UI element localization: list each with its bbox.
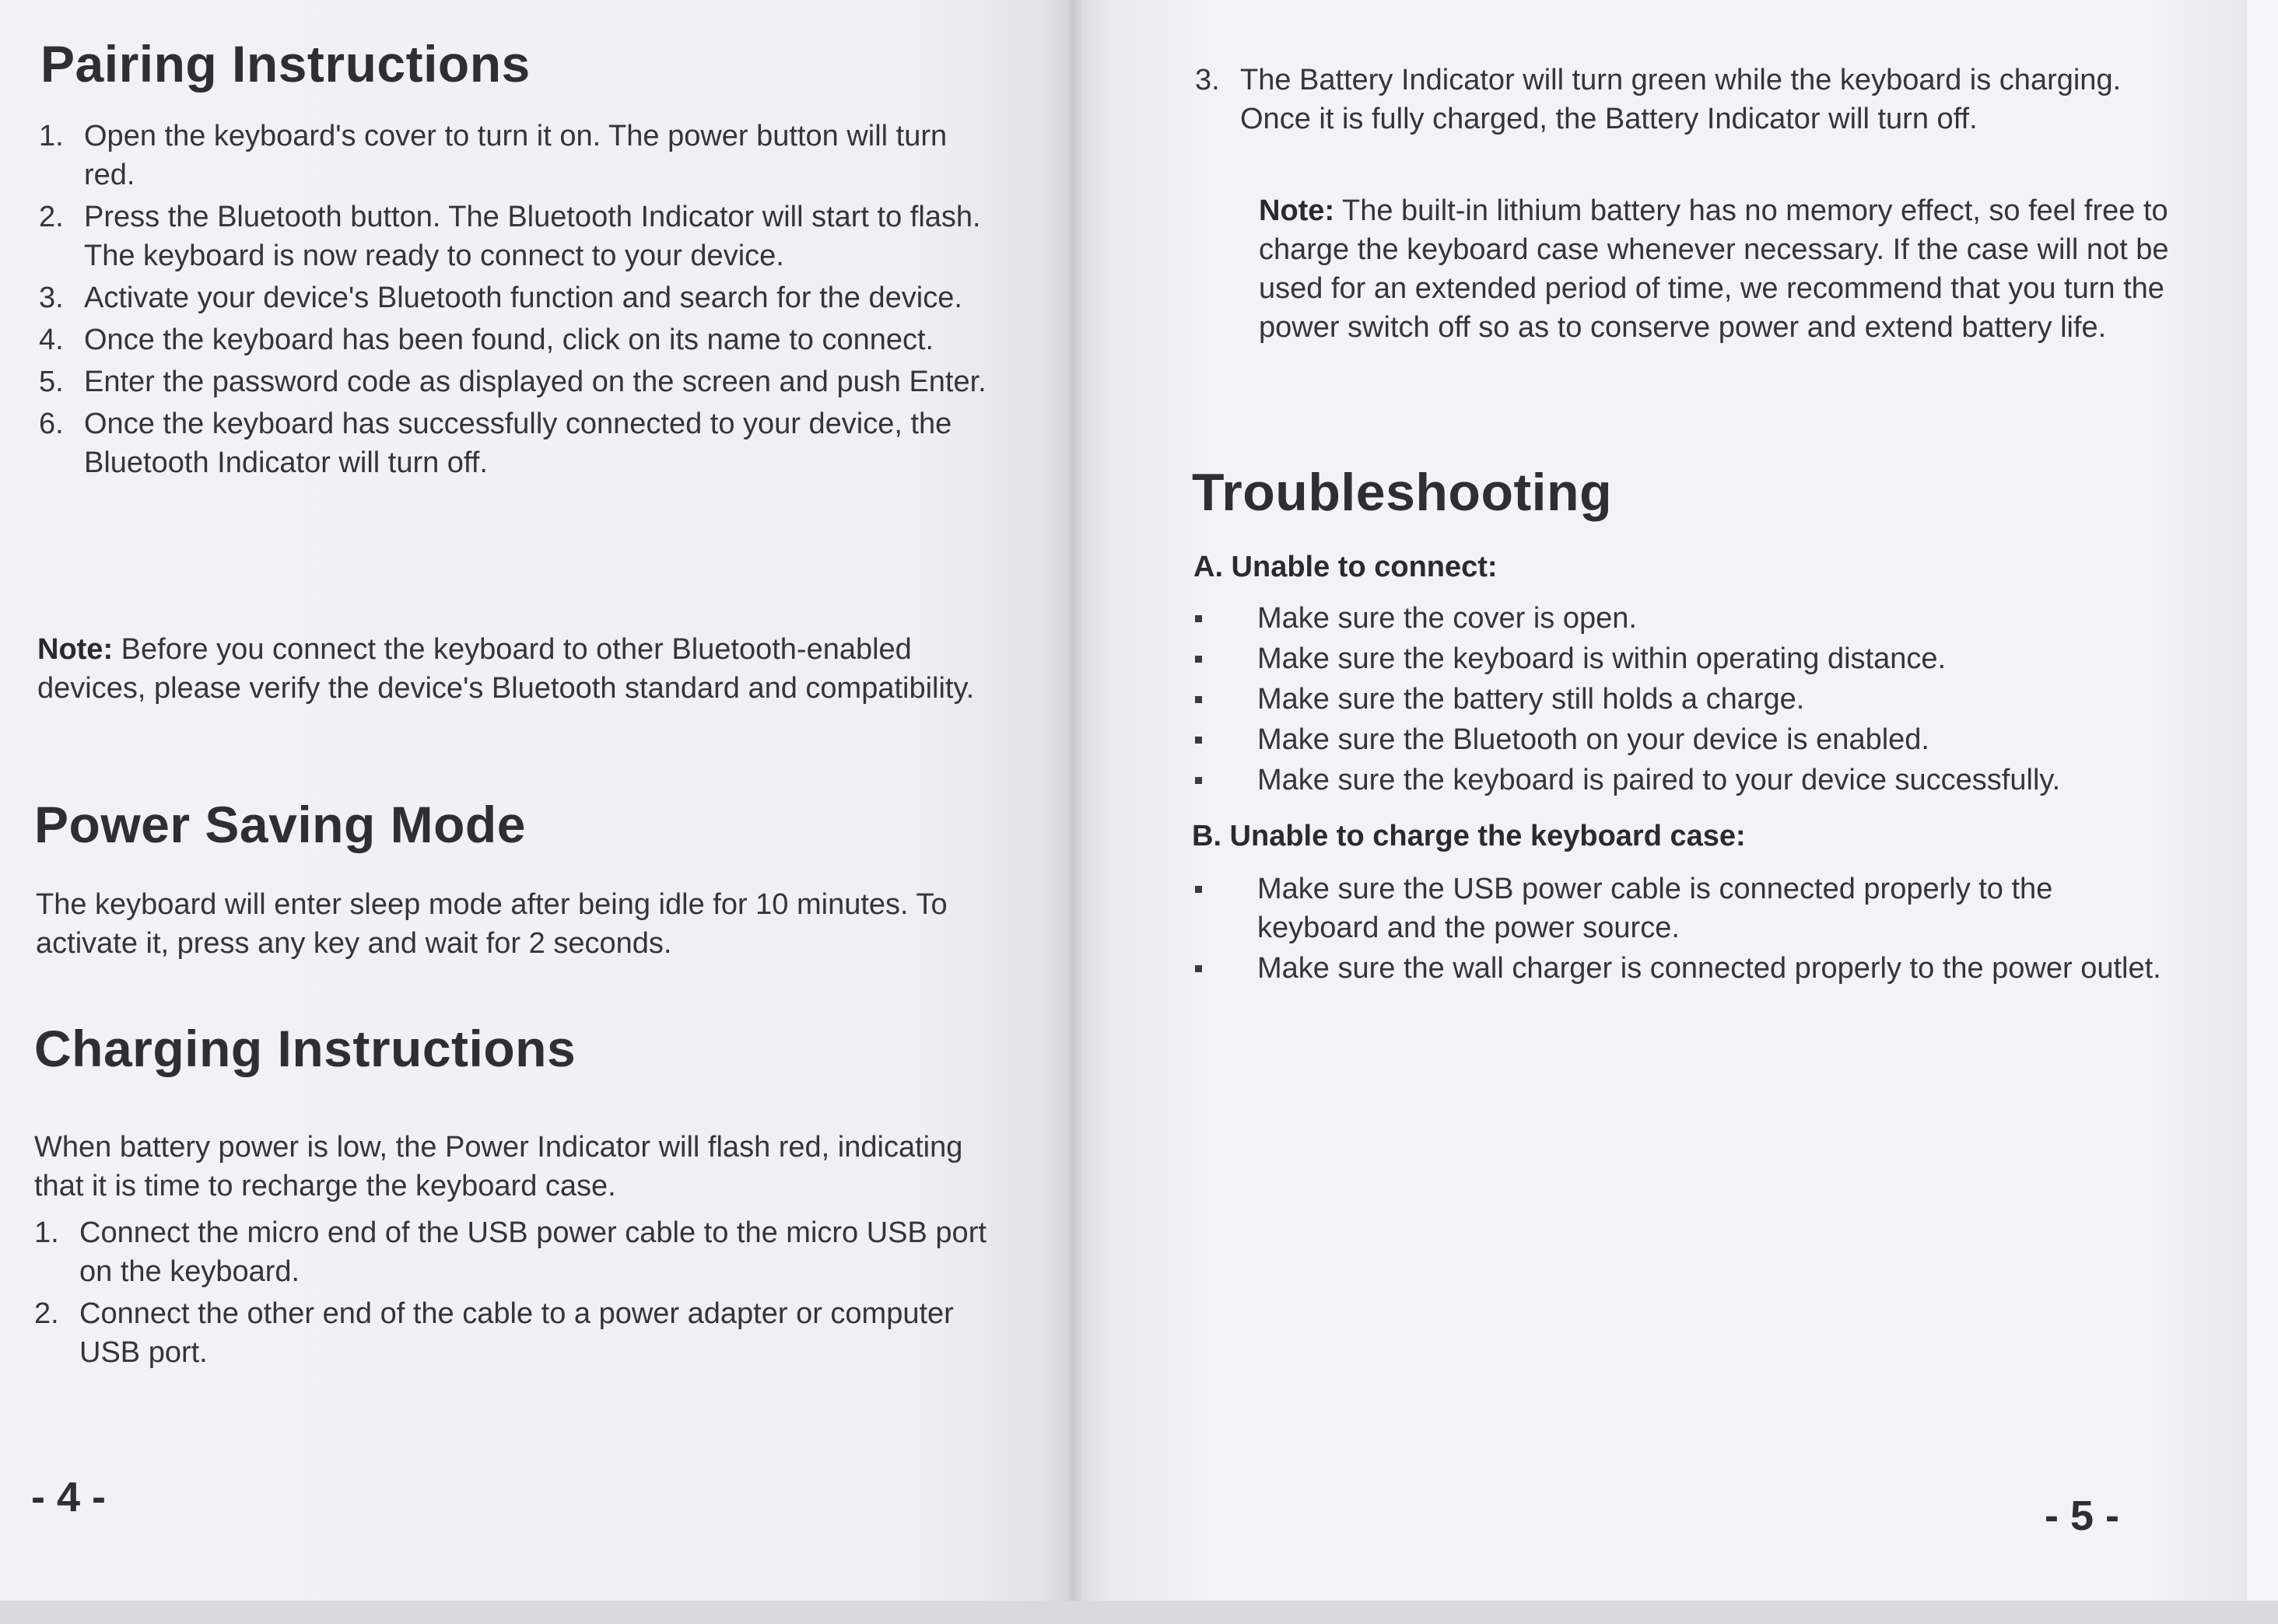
bullet-icon [1195,737,1202,744]
page-edge [2247,0,2278,1624]
step-number: 1. [39,120,64,152]
pairing-steps-list [39,117,996,485]
item-text: Make sure the cover is open. [1257,602,1637,635]
bullet-icon [1195,696,1202,703]
list-item [1195,720,2175,759]
item-text: Make sure the battery still holds a charge. [1257,683,1805,716]
step-text: Press the Bluetooth button. The Bluetooth Indicator will start to flash. The keyboard is now ready to connect to your device. [84,201,981,272]
step-number: 1. [34,1216,59,1249]
page-number-right: - 5 - [2045,1493,2120,1539]
list-item [39,198,996,275]
list-item [1195,680,2175,719]
step-number: 4. [39,324,64,356]
charging-steps-continued-list [1195,61,2168,142]
step-number: 2. [34,1297,59,1330]
power-saving-text: The keyboard will enter sleep mode after being idle for 10 minutes. To activate it, press any key and wait for 2 seconds. [36,888,948,960]
battery-note [1259,191,2169,347]
note-text: Before you connect the keyboard to other Bluetooth-enabled devices, please verify the device's Bluetooth standard and compatibility. [37,633,975,705]
list-item [1195,61,2168,138]
step-number: 6. [39,408,64,440]
list-item [39,362,996,401]
troubleshooting-heading: Troubleshooting [1192,463,1613,522]
step-text: The Battery Indicator will turn green while the keyboard is charging. Once it is fully charged, the Battery Indicator will turn off. [1240,64,2122,135]
list-item [34,1213,991,1291]
note-label: Note: [1259,194,1335,227]
item-text: Make sure the USB power cable is connected properly to the keyboard and the power source. [1257,873,2053,944]
item-text: Make sure the keyboard is paired to your device successfully. [1257,764,2061,796]
step-text: Once the keyboard has successfully connected to your device, the Bluetooth Indicator will turn off. [84,408,952,479]
list-item [1195,599,2175,638]
bullet-icon [1195,965,1202,972]
pairing-instructions-heading: Pairing Instructions [40,35,531,93]
step-text: Once the keyboard has been found, click on its name to connect. [84,324,934,356]
step-number: 5. [39,366,64,398]
pairing-note [37,630,979,708]
step-text: Connect the other end of the cable to a power adapter or computer USB port. [79,1297,954,1369]
list-item [1195,761,2175,800]
power-saving-heading: Power Saving Mode [34,796,526,853]
booklet-spine [1067,0,1081,1601]
charging-steps-list [34,1213,991,1375]
charging-instructions-heading: Charging Instructions [34,1020,577,1077]
step-number: 3. [1195,64,1220,96]
note-label: Note: [37,633,114,666]
step-text: Open the keyboard's cover to turn it on. The power button will turn red. [84,120,948,191]
item-text: Make sure the wall charger is connected properly to the power outlet. [1257,952,2161,985]
list-item [1195,949,2168,988]
section-a-list [1195,599,2175,801]
bullet-icon [1195,777,1202,784]
note-text: The built-in lithium battery has no memory effect, so feel free to charge the keyboard case whenever necessary. If the case will not be used for an extended period of time, we recommend that you turn the power switch off so as to conserve power and extend battery life. [1259,194,2169,344]
step-text: Connect the micro end of the USB power cable to the micro USB port on the keyboard. [79,1216,987,1288]
section-a-heading: A. Unable to connect: [1193,551,1498,583]
item-text: Make sure the keyboard is within operating distance. [1257,642,1947,675]
charging-intro-text: When battery power is low, the Power Indicator will flash red, indicating that it is time to recharge the keyboard case. [34,1131,963,1202]
bullet-icon [1195,656,1202,663]
list-item [39,320,996,359]
list-item [39,404,996,482]
list-item [1195,639,2175,678]
item-text: Make sure the Bluetooth on your device is enabled. [1257,723,1929,756]
list-item [1195,870,2168,947]
bullet-icon [1195,886,1202,893]
list-item [39,117,996,194]
bullet-icon [1195,615,1202,622]
step-text: Activate your device's Bluetooth function and search for the device. [84,282,962,314]
list-item [34,1294,991,1372]
step-text: Enter the password code as displayed on the screen and push Enter. [84,366,987,398]
section-b-list [1195,870,2168,989]
section-b-heading: B. Unable to charge the keyboard case: [1192,820,1746,852]
page-number-left: - 4 - [31,1474,107,1521]
bottom-edge [0,1601,2278,1624]
step-number: 2. [39,201,64,233]
step-number: 3. [39,282,64,314]
list-item [39,278,996,317]
